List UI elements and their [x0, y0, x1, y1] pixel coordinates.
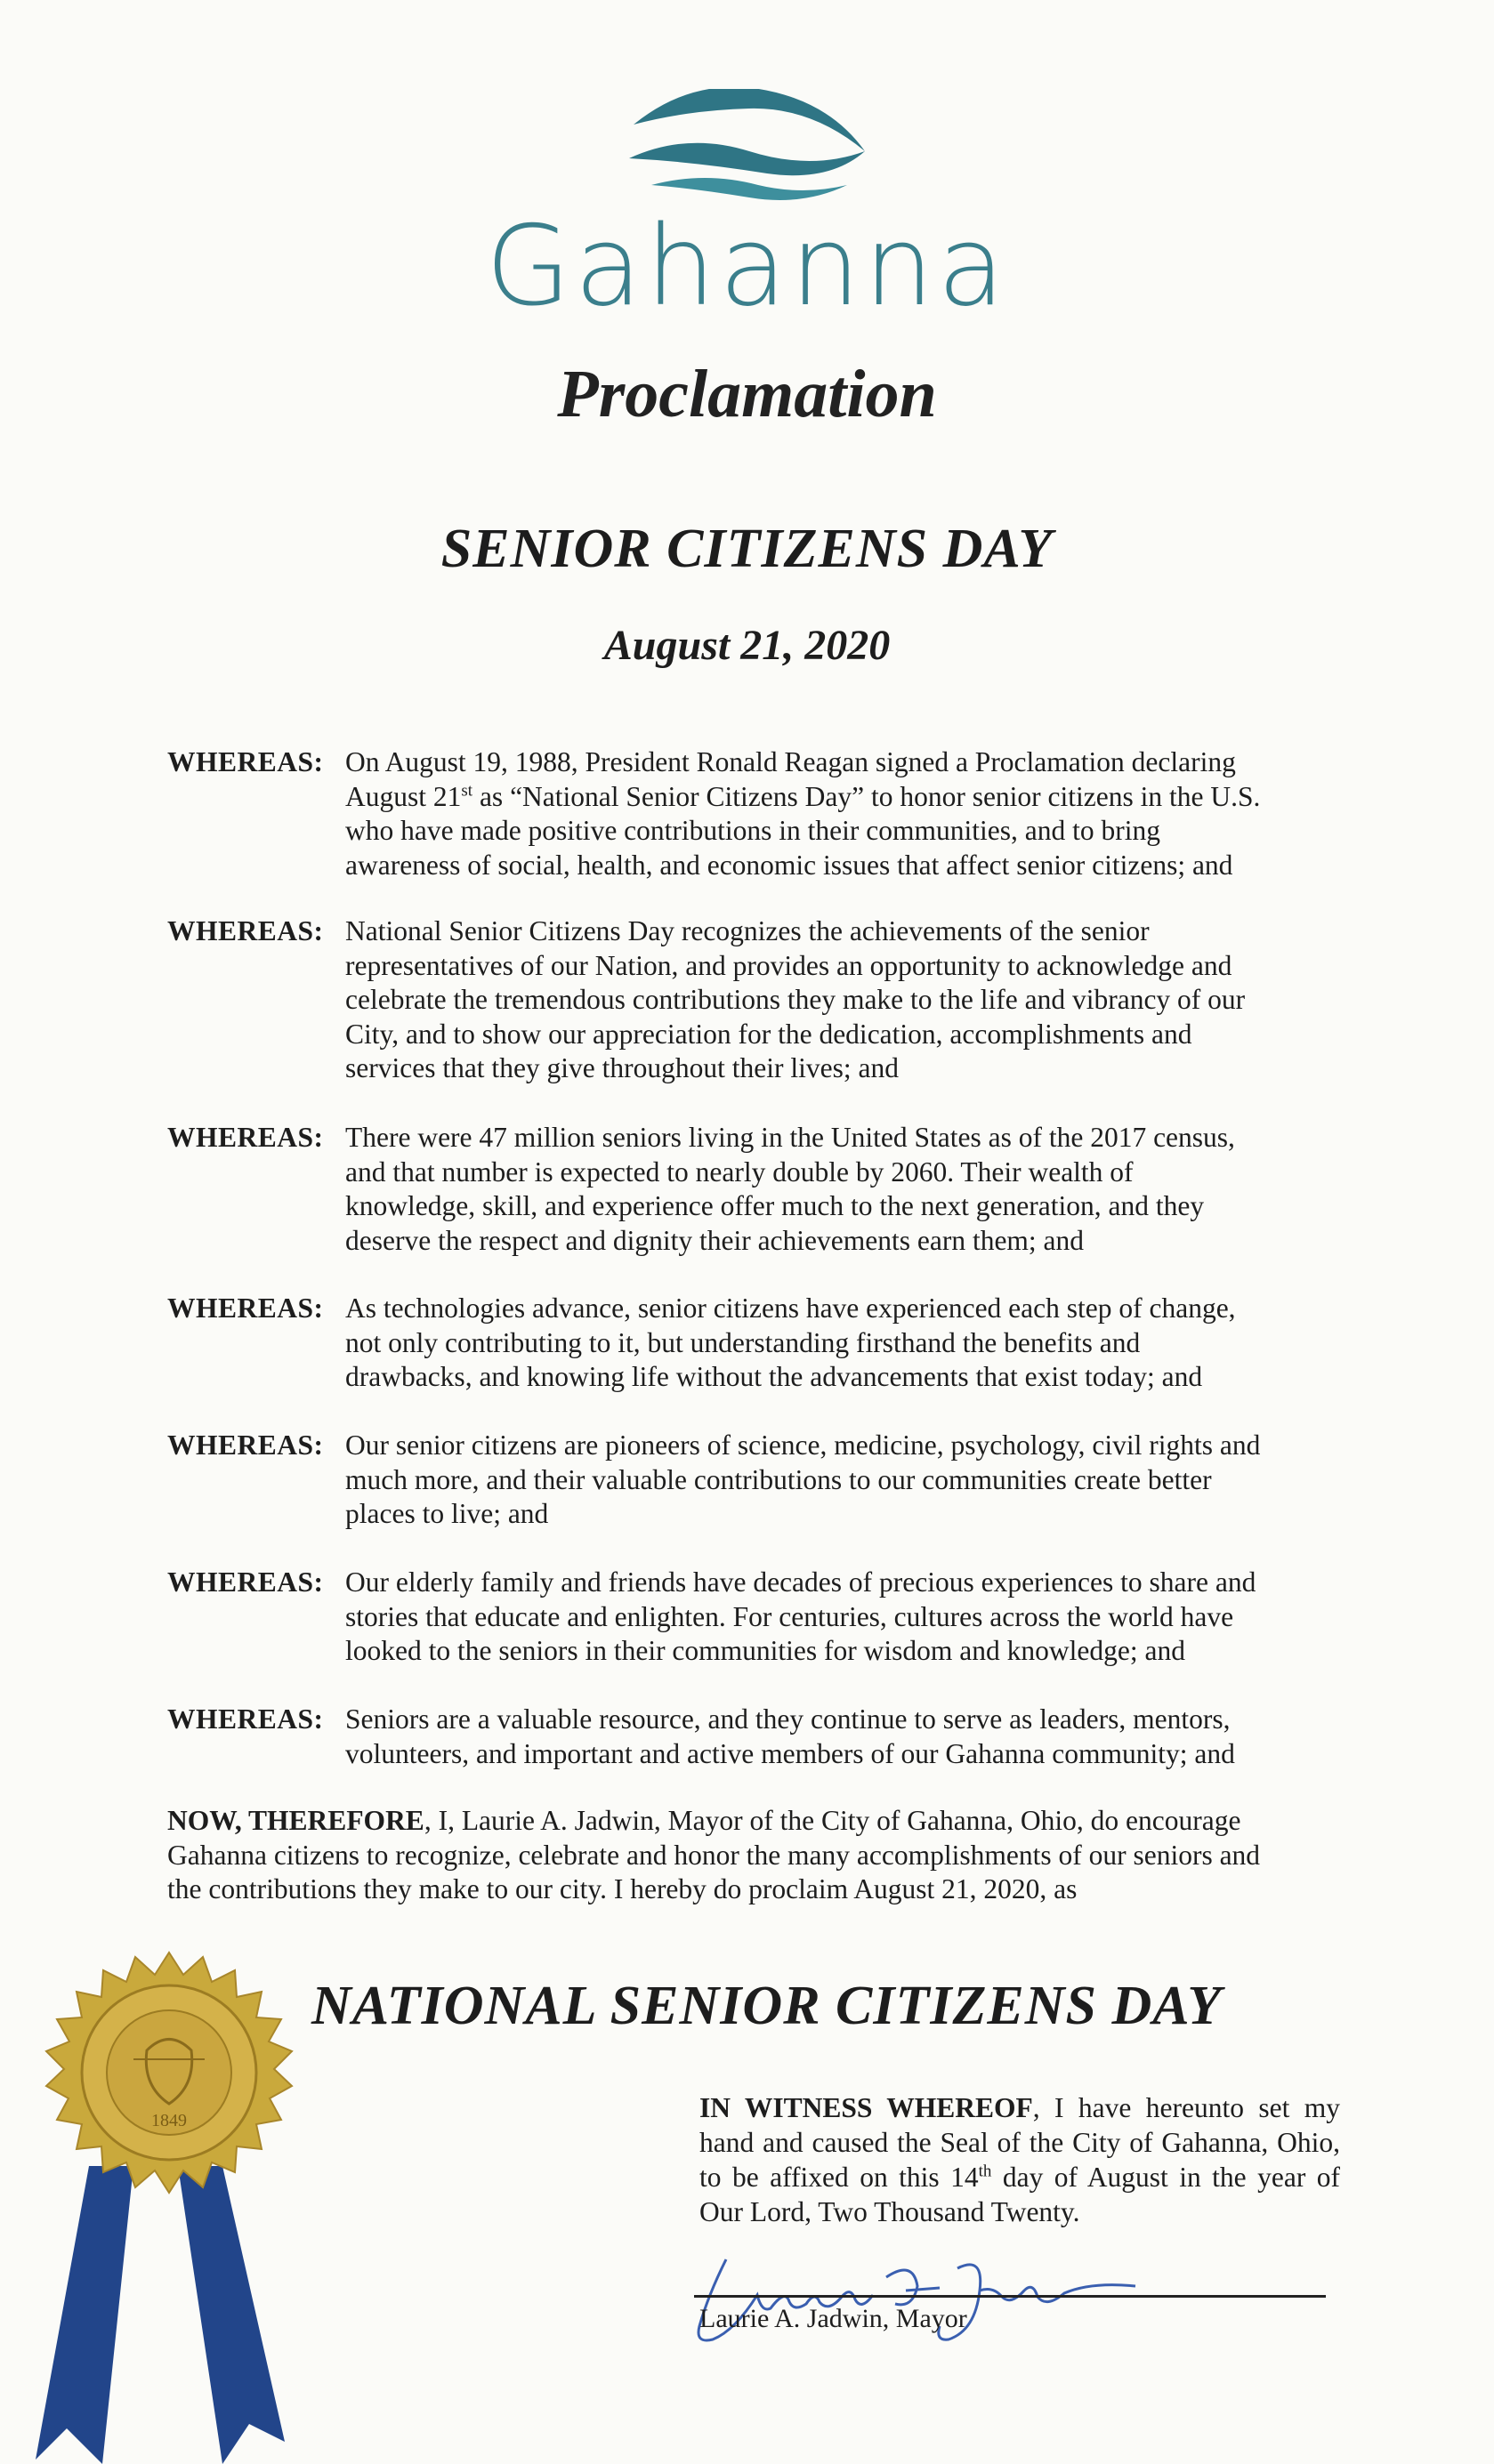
paragraph-text: As technologies advance, senior citizens have experienced each step of change, not only contributing to it, but understanding firsthand the benefits and drawbacks, and knowing life without the advancements that exist today; and: [345, 1292, 1236, 1392]
mayor-name: Laurie A. Jadwin, Mayor: [699, 2304, 967, 2333]
logo-wordmark: Gahanna: [485, 203, 1009, 331]
gold-seal-icon: [0, 1944, 356, 2464]
therefore-lead: NOW, THEREFORE: [167, 1805, 424, 1836]
paragraph-text: Our elderly family and friends have decades of precious experiences to share and stories that educate and enlighten. For centuries, cultures across the world have looked to the seniors in their communities for wisdom and knowledge; and: [345, 1566, 1256, 1666]
whereas-label: WHEREAS:: [167, 1292, 324, 1324]
whereas-label: WHEREAS:: [167, 915, 324, 946]
witness-lead: IN WITNESS WHEREOF: [699, 2092, 1033, 2123]
page-title: SENIOR CITIZENS DAY: [440, 519, 1054, 579]
proclaimed-day-title: NATIONAL SENIOR CITIZENS DAY: [311, 1976, 1223, 2036]
paragraph-text: Our senior citizens are pioneers of science, medicine, psychology, civil rights and much more, and their valuable contributions to our communities create better places to live; and: [345, 1429, 1261, 1529]
seal-year: 1849: [151, 2111, 187, 2130]
paragraph-text: National Senior Citizens Day recognizes the achievements of the senior representatives of our Nation, and provides an opportunity to acknowledge and celebrate the tremendous contributions they make to the life and vibrancy of our City, and to show our appreciation for the dedication, accomplishments and services that they give throughout their lives; and: [345, 915, 1246, 1083]
whereas-label: WHEREAS:: [167, 1703, 324, 1735]
paragraph-text: On August 19, 1988, President Ronald Reagan signed a Proclamation declaring August 21st as “National Senior Citizens Day” to honor senior citizens in the U.S. who have made positive contributions in their communities, and to bring awareness of social, health, and economic issues that affect senior citizens; and: [345, 746, 1261, 881]
whereas-label: WHEREAS:: [167, 746, 324, 777]
paragraph-text: Seniors are a valuable resource, and they continue to serve as leaders, mentors, volunteers, and important and active members of our Gahanna community; and: [345, 1703, 1235, 1769]
wave-logo-icon: [625, 89, 874, 205]
signature-line: [694, 2295, 1326, 2298]
therefore-paragraph: NOW, THEREFORE, I, Laurie A. Jadwin, Mayor of the City of Gahanna, Ohio, do encourage Gahanna citizens to recognize, celebrate and honor the many accomplishments of our seniors and the contributions they make to our city. I hereby do proclaim August 21, 2020, as: [167, 1805, 1261, 1904]
proclamation-heading: Proclamation: [557, 357, 937, 431]
whereas-label: WHEREAS:: [167, 1122, 324, 1153]
witness-paragraph: IN WITNESS WHEREOF, I have hereunto set my hand and caused the Seal of the City of Gahanna, Ohio, to be affixed on this 14th day of August in the year of Our Lord, Two Thousand Twenty.: [699, 2092, 1341, 2227]
whereas-label: WHEREAS:: [167, 1566, 324, 1598]
proclamation-date: August 21, 2020: [603, 622, 891, 669]
whereas-label: WHEREAS:: [167, 1429, 324, 1461]
paragraph-text: There were 47 million seniors living in the United States as of the 2017 census, and that number is expected to nearly double by 2060. Their wealth of knowledge, skill, and experience offer much to the next generation, and they deserve the respect and dignity their achievements earn them; and: [345, 1122, 1235, 1256]
